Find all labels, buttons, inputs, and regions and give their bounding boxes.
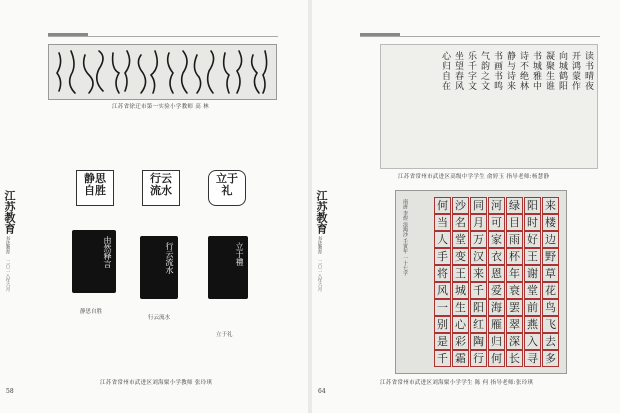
grid-cell: 年 <box>506 265 523 282</box>
grid-cell: 月 <box>470 214 487 231</box>
grid-cell: 王 <box>524 248 541 265</box>
grid-cell: 家 <box>488 231 505 248</box>
calligraphy-column: 读书晴夜 <box>583 51 593 91</box>
right-page <box>312 0 620 413</box>
left-page <box>0 0 308 413</box>
grid-cell: 人 <box>434 231 451 248</box>
calligraphy-column: 气韵之文 <box>479 51 489 91</box>
calligraphy-column: 开鸿蒙作 <box>570 51 580 91</box>
grid-cell: 飞 <box>542 316 559 333</box>
grid-cell: 汉 <box>470 248 487 265</box>
grid-cell: 雁 <box>488 316 505 333</box>
top-rule-accent <box>360 33 400 36</box>
grid-cell: 多 <box>542 350 559 367</box>
issue-date: 二〇一八年六月 <box>5 260 10 292</box>
grid-column <box>434 197 452 365</box>
calligraphy-column: 书城雅中 <box>531 51 541 91</box>
grid-cell: 野 <box>542 248 559 265</box>
grid-cell: 行 <box>470 350 487 367</box>
grid-cell: 将 <box>434 265 451 282</box>
magazine-subtitle: 书法教育 <box>5 236 10 254</box>
grid-cell: 沙 <box>452 197 469 214</box>
calligraphy-work-image <box>380 44 598 169</box>
calligraphy-column: 静与诗来 <box>505 51 515 91</box>
top-rule <box>48 36 278 37</box>
grid-cell: 万 <box>470 231 487 248</box>
grid-cell: 花 <box>542 282 559 299</box>
grid-cell: 罢 <box>506 299 523 316</box>
grid-cell: 草 <box>542 265 559 282</box>
grid-cell: 当 <box>434 214 451 231</box>
top-caption: 江苏省常州市武进区高级中学学生 俞婷玉 指导老师:杨慧静 <box>398 174 550 180</box>
magazine-logo: 江苏教育 <box>315 190 328 234</box>
grid-cell: 深 <box>506 333 523 350</box>
sidebar <box>4 190 22 292</box>
grid-column <box>488 197 506 365</box>
grid-cell: 王 <box>452 265 469 282</box>
grid-cell: 好 <box>524 231 541 248</box>
grid-cell: 前 <box>524 299 541 316</box>
grid-cell: 燕 <box>524 316 541 333</box>
grid-cell: 目 <box>506 214 523 231</box>
grid-cell: 入 <box>524 333 541 350</box>
calligraphy-column: 心归自在 <box>440 51 450 91</box>
grid-cell: 来 <box>542 197 559 214</box>
grid-cell: 风 <box>434 282 451 299</box>
grid-cell: 一 <box>434 299 451 316</box>
grid-cell: 是 <box>434 333 451 350</box>
grid-cell: 鸟 <box>542 299 559 316</box>
grid-title: 南唐 李煜 浪淘沙 壬寅年 一十七字 <box>402 199 408 276</box>
grid-cell: 堂 <box>524 282 541 299</box>
grid-cell: 彩 <box>452 333 469 350</box>
grid-cell: 心 <box>452 316 469 333</box>
grid-cell: 同 <box>470 197 487 214</box>
carved-block-3: 立于禮 <box>208 236 248 299</box>
magazine-subtitle: 书法教育 <box>317 236 322 254</box>
grid-cell: 堂 <box>452 231 469 248</box>
calligraphy-column: 凝聚生谁 <box>544 51 554 91</box>
grid-cell: 手 <box>434 248 451 265</box>
grid-cell: 爱 <box>488 282 505 299</box>
grid-cell: 雨 <box>506 231 523 248</box>
calligraphy-column: 向城鹤阳 <box>557 51 567 91</box>
grid-cell: 边 <box>542 231 559 248</box>
top-rule <box>360 36 600 37</box>
grid-cell: 阳 <box>524 197 541 214</box>
grid-cell: 寻 <box>524 350 541 367</box>
seal-1: 静思自胜 <box>76 170 114 206</box>
grid-cell: 去 <box>542 333 559 350</box>
grid-cell: 长 <box>506 350 523 367</box>
seal-label-1: 静思自胜 <box>80 309 103 315</box>
grid-cell: 河 <box>488 197 505 214</box>
grid-cell: 来 <box>470 265 487 282</box>
grid-column <box>452 197 470 365</box>
grid-cell: 绿 <box>506 197 523 214</box>
carved-block-1: 由然释言 <box>72 230 116 293</box>
grid-cell: 陶 <box>470 333 487 350</box>
grid-cell: 红 <box>470 316 487 333</box>
grid-cell: 楼 <box>542 214 559 231</box>
seal-3: 立于礼 <box>208 170 246 206</box>
grid-cell: 城 <box>452 282 469 299</box>
calligraphy-scroll-image <box>48 44 277 100</box>
top-rule-accent <box>48 33 88 36</box>
grid-cell: 可 <box>488 214 505 231</box>
seal-label-3: 立于礼 <box>216 332 233 338</box>
calligraphy-column: 诗不绝林 <box>518 51 528 91</box>
calligraphy-column: 乐千字文 <box>466 51 476 91</box>
grid-cell: 名 <box>452 214 469 231</box>
grid-cell: 翠 <box>506 316 523 333</box>
grid-cell: 杯 <box>506 248 523 265</box>
grid-columns <box>432 197 560 365</box>
calligraphy-column: 坐望春风 <box>453 51 463 91</box>
page-number: 64 <box>318 388 326 395</box>
page-number: 58 <box>6 388 14 395</box>
grid-column <box>470 197 488 365</box>
seal-label-2: 行云流水 <box>148 315 171 321</box>
grid-cell: 归 <box>488 333 505 350</box>
calligraphy-column: 书画书鸣 <box>492 51 502 91</box>
grid-cell: 霜 <box>452 350 469 367</box>
grid-cell: 阳 <box>470 299 487 316</box>
grid-column <box>524 197 542 365</box>
grid-cell: 千 <box>434 350 451 367</box>
grid-cell: 千 <box>470 282 487 299</box>
grid-cell: 衣 <box>488 248 505 265</box>
grid-column <box>542 197 560 365</box>
top-caption: 江苏省徐迁市第一实验小学教师 高 林 <box>112 104 209 110</box>
seal-2: 行云流水 <box>142 170 180 206</box>
grid-cell: 恩 <box>488 265 505 282</box>
calligraphy-columns <box>440 51 593 164</box>
issue-date: 二〇一八年六月 <box>317 260 322 292</box>
grid-cell: 谢 <box>524 265 541 282</box>
grid-cell: 生 <box>452 299 469 316</box>
grid-cell: 衰 <box>506 282 523 299</box>
grid-cell: 海 <box>488 299 505 316</box>
grid-cell: 何 <box>434 197 451 214</box>
bottom-caption: 江苏省常州市武进区刘海粟小学教师 张玲琪 <box>100 380 213 386</box>
grid-cell: 何 <box>488 350 505 367</box>
grid-cell: 变 <box>452 248 469 265</box>
carved-block-2: 行云流水 <box>140 236 178 299</box>
grid-calligraphy-image <box>395 190 567 374</box>
grid-cell: 时 <box>524 214 541 231</box>
grid-column <box>506 197 524 365</box>
magazine-logo: 江苏教育 <box>3 190 16 234</box>
grid-cell: 别 <box>434 316 451 333</box>
sidebar <box>316 190 334 292</box>
bottom-caption: 江苏省常州市武进区刘海粟小学学生 陈 何 指导老师:张玲琪 <box>380 380 534 386</box>
